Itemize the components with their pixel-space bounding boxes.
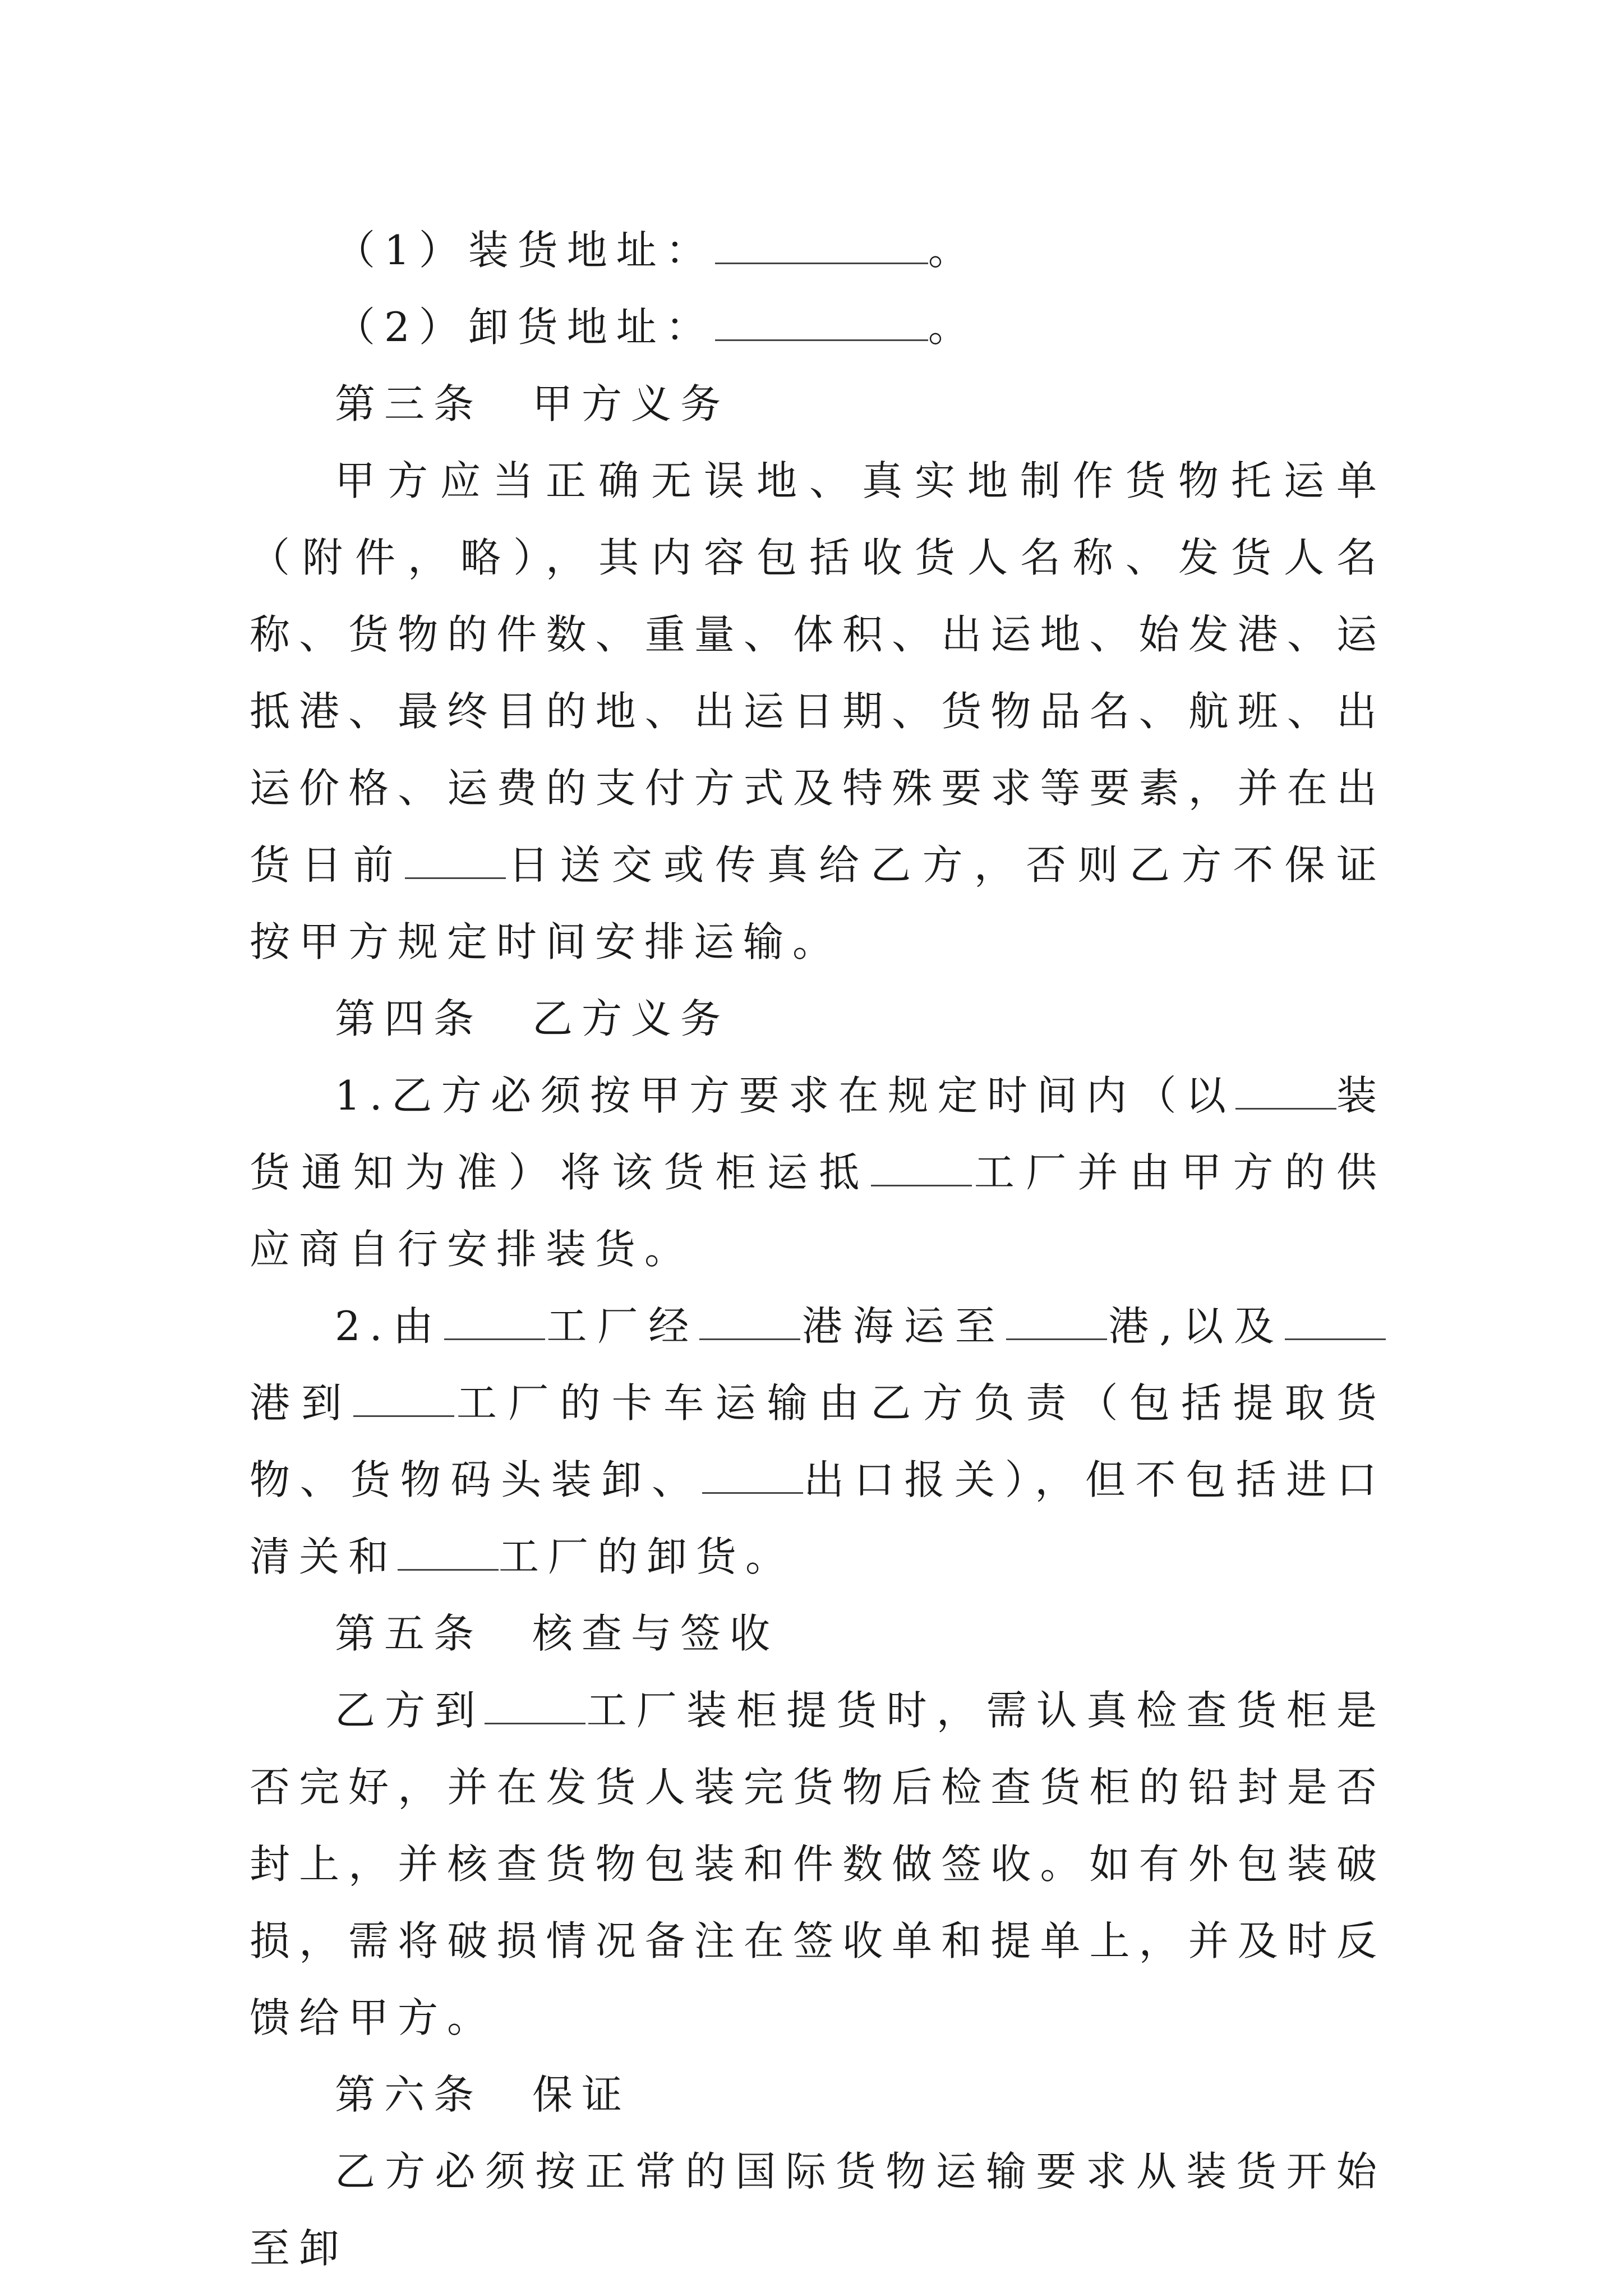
article-4-item-2 [250, 1288, 1386, 1595]
end-mark: 。 [928, 303, 978, 351]
item-2-text: 2.由 [335, 1303, 444, 1350]
item-2-text: 港,以及 [1106, 1303, 1285, 1350]
unloading-address-line [250, 289, 1386, 366]
blank [1285, 1305, 1386, 1340]
blank [871, 1151, 972, 1186]
article-5-paragraph [250, 1672, 1386, 2056]
blank [485, 1689, 585, 1724]
item-2-text: 出口报关），但不包括进口清关和 [250, 1456, 1386, 1580]
article-6-paragraph: 乙方必须按正常的国际货物运输要求从装货开始至卸 [250, 2148, 1386, 2272]
article-4-item-1 [250, 1057, 1386, 1288]
article-5-heading: 第五条 核查与签收 [335, 1610, 780, 1657]
article-3-heading: 第三条 甲方义务 [335, 380, 730, 427]
item-1-text: 工厂并由甲方的供应商自行安排装货。 [250, 1149, 1386, 1273]
article-5-text: 工厂装柜提货时，需认真检查货柜是否完好，并在发货人装完货物后检查货柜的铅封是否封上，并核查货物包装和件数做签收。如有外包装破损，需将破损情况备注在签收单和提单上，并及时反馈给甲方。 [250, 1687, 1386, 2041]
blank [702, 1458, 803, 1494]
loading-address-line [250, 212, 1386, 289]
article-3-text: 甲方应当正确无误地、真实地制作货物托运单（附件，略），其内容包括收货人名称、发货人名称、货物的件数、重量、体积、出运地、始发港、运抵港、最终目的地、出运日期、货物品名、航班、出运价格、运费的支付方式及特殊要求等要素，并在出货日前 [250, 457, 1386, 889]
item-2-text: 港到 [250, 1379, 353, 1427]
blank [699, 1305, 800, 1340]
item-1-text: 装货通知为准）将该货柜运抵 [250, 1072, 1386, 1196]
article-3-text-end: 日送交或传真给乙方，否则乙方不保证按甲方规定时间安排运输。 [250, 841, 1386, 965]
loading-address-label: （1）装货地址： [335, 227, 715, 274]
blank [444, 1305, 545, 1340]
blank [1006, 1305, 1107, 1340]
article-3-paragraph [250, 443, 1386, 981]
item-2-text: 工厂的卸货。 [499, 1533, 795, 1580]
unloading-address-blank [715, 306, 928, 341]
item-2-text: 工厂的卡车运输由乙方负责（包括提取货物、货物码头装卸、 [250, 1379, 1386, 1503]
blank [1235, 1074, 1336, 1110]
item-2-text: 工厂经 [545, 1303, 700, 1350]
item-1-text: 1.乙方必须按甲方要求在规定时间内（以 [335, 1072, 1235, 1119]
loading-address-blank [715, 229, 928, 264]
unloading-address-label: （2）卸货地址： [335, 303, 715, 351]
contract-body [250, 212, 1386, 2287]
item-2-text: 港海运至 [800, 1303, 1006, 1350]
article-6-heading: 第六条 保证 [335, 2071, 631, 2118]
article-5-text: 乙方到 [335, 1687, 485, 1734]
blank [353, 1382, 454, 1417]
article-4-heading: 第四条 乙方义务 [335, 995, 730, 1042]
end-mark: 。 [928, 227, 978, 274]
blank [398, 1535, 499, 1571]
days-blank [405, 844, 506, 879]
